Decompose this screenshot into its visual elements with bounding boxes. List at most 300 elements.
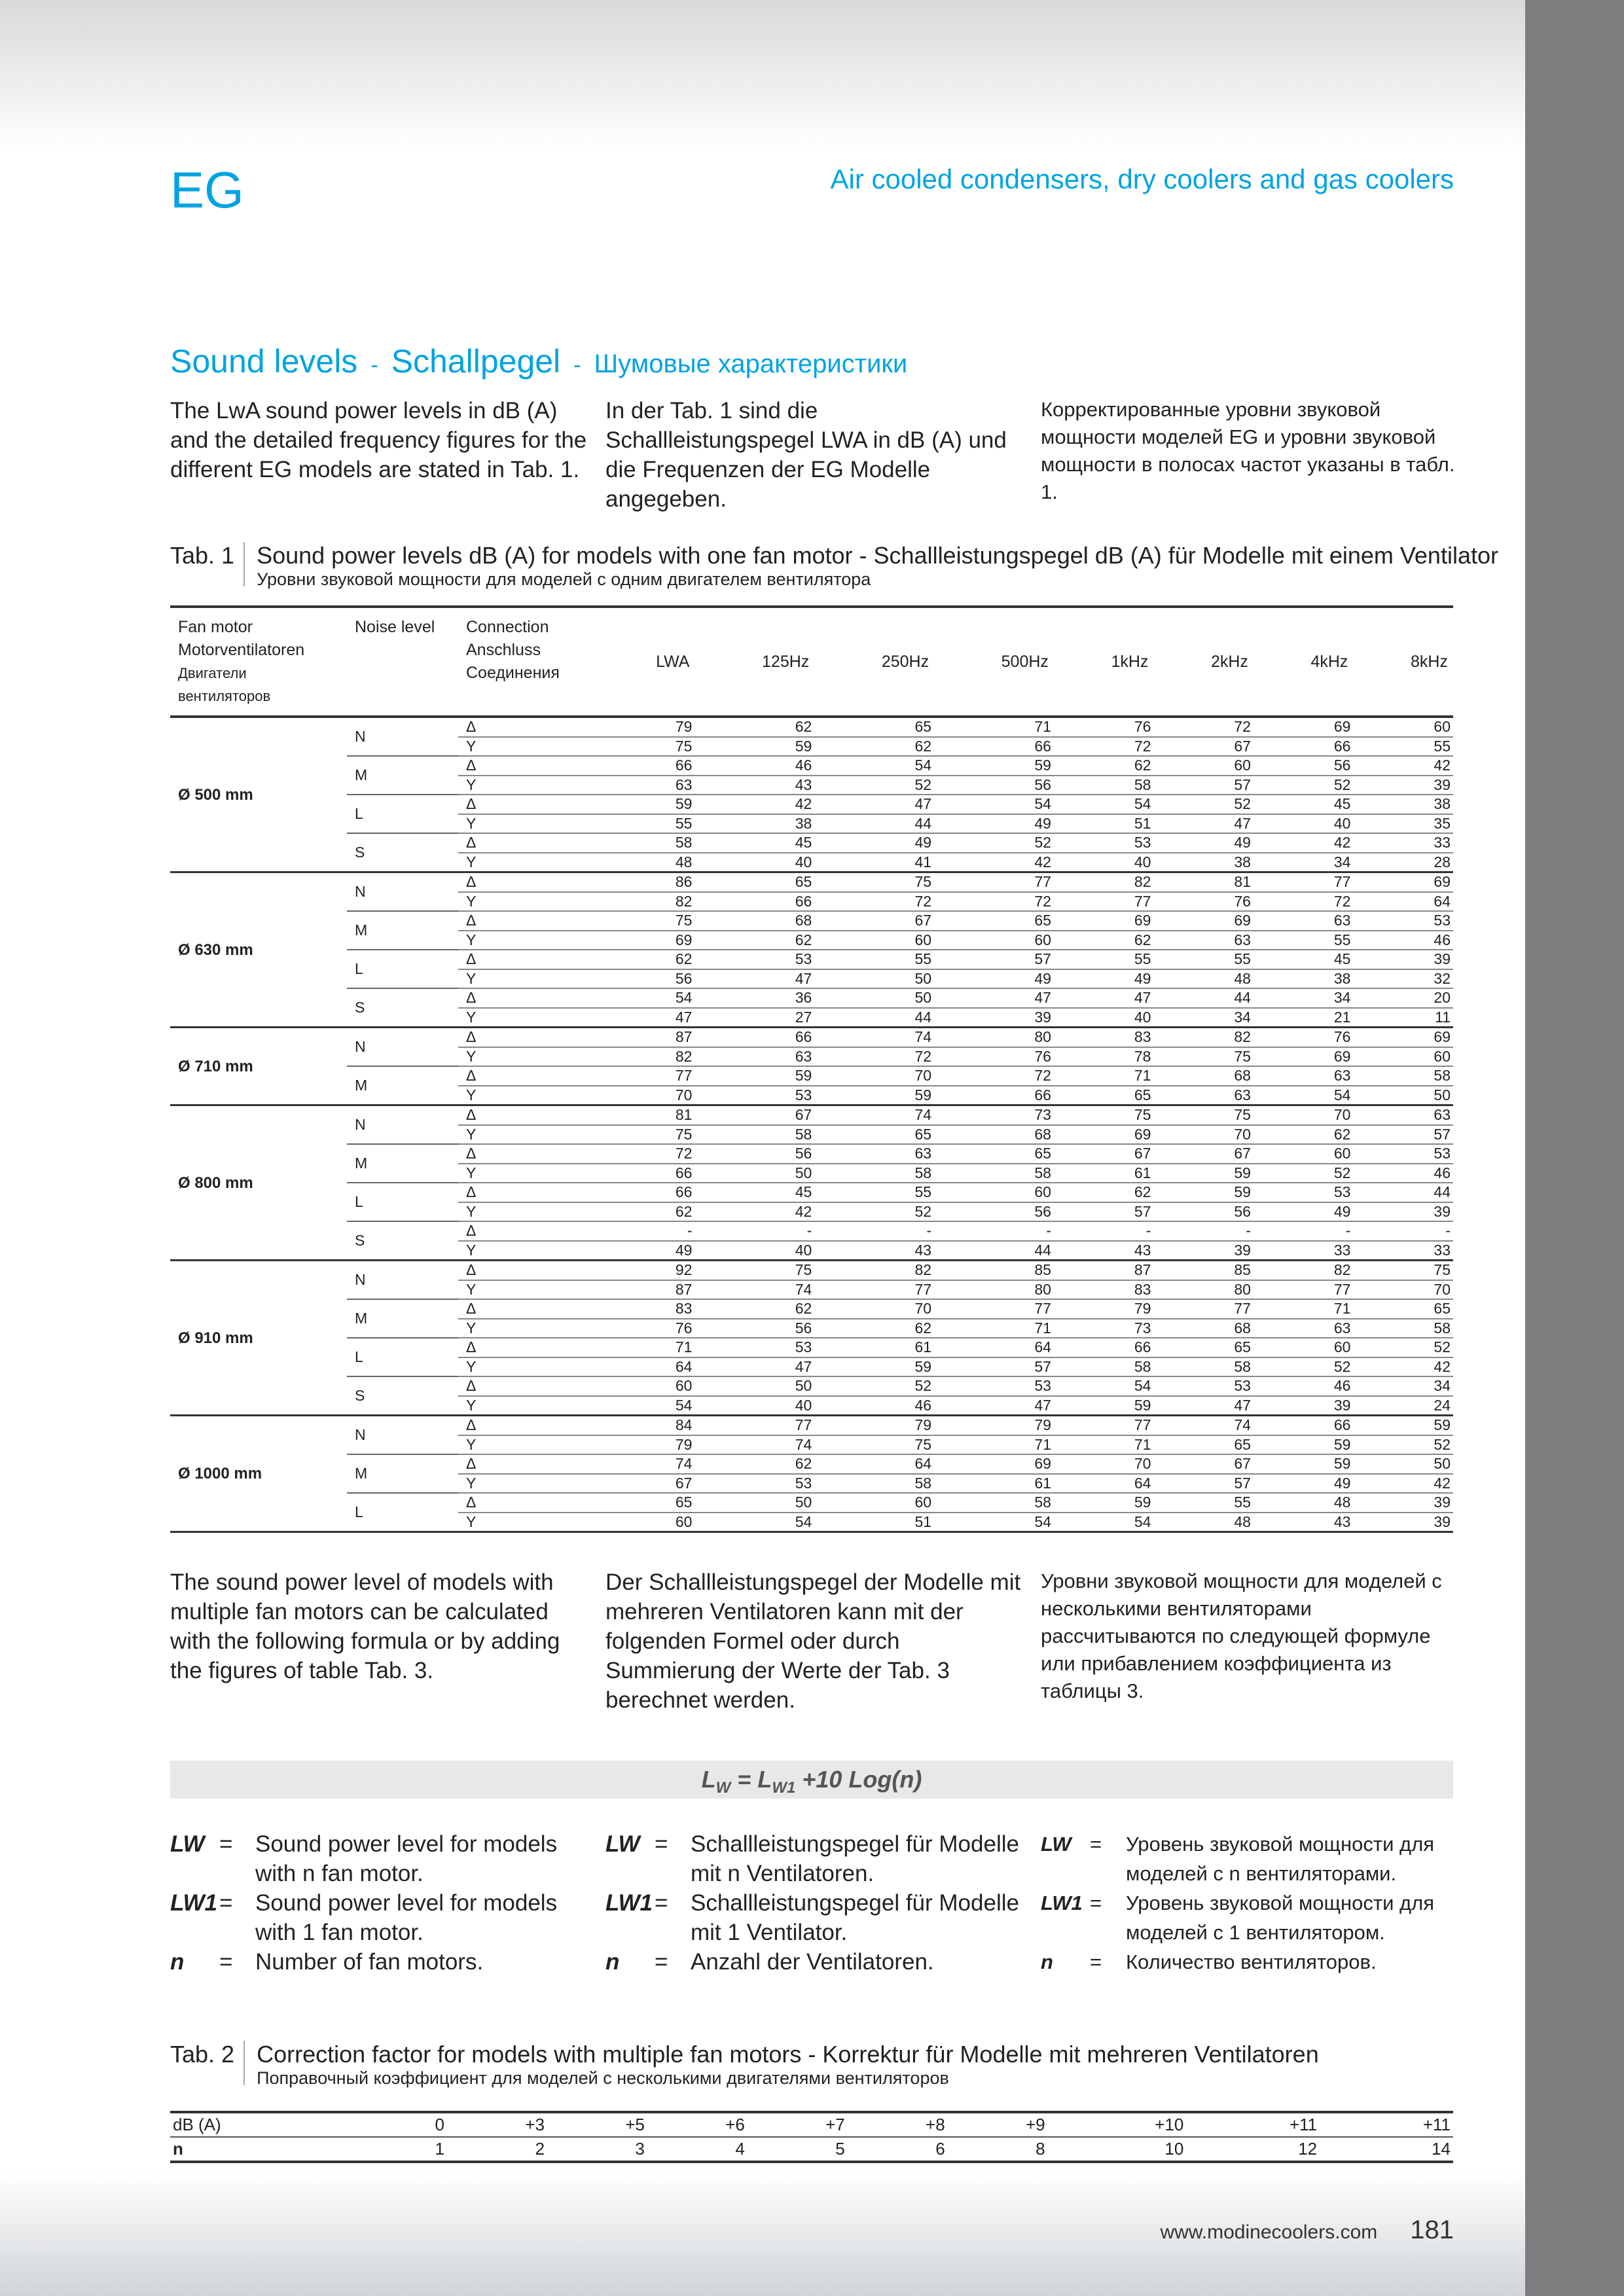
sound-value: 83 — [602, 1299, 695, 1319]
sound-value: 47 — [695, 1357, 814, 1377]
sound-value: 54 — [934, 795, 1054, 814]
connection-type: Δ — [458, 1221, 602, 1241]
table-row — [170, 1105, 1453, 1125]
sound-value: 54 — [1054, 795, 1154, 814]
connection-type: Δ — [458, 1183, 602, 1202]
sound-value: 49 — [814, 833, 934, 853]
header-125hz: 125Hz — [695, 607, 814, 717]
sound-value: 74 — [814, 1105, 934, 1125]
sound-value: 55 — [1054, 950, 1154, 969]
sound-value: 62 — [695, 717, 814, 737]
sound-value: 81 — [1153, 872, 1254, 892]
sound-value: 47 — [695, 969, 814, 989]
sound-value: 50 — [695, 1493, 814, 1513]
header-250hz: 250Hz — [814, 607, 934, 717]
sound-value: 53 — [1054, 833, 1154, 853]
sound-value: 60 — [814, 931, 934, 950]
sound-value: 70 — [1153, 1125, 1254, 1145]
sound-value: 77 — [695, 1416, 814, 1435]
sound-value: 54 — [602, 1396, 695, 1416]
sound-value: 60 — [1254, 1144, 1354, 1164]
noise-level: M — [347, 1454, 458, 1493]
sound-value: 47 — [1153, 1396, 1254, 1416]
sound-value: - — [695, 1221, 814, 1241]
sound-value: 43 — [695, 776, 814, 795]
sound-value: 49 — [1153, 833, 1254, 853]
sound-value: 21 — [1254, 1008, 1354, 1028]
sound-value: 65 — [1153, 1338, 1254, 1357]
sound-value: 68 — [1153, 1319, 1254, 1338]
sound-value: 71 — [1054, 1435, 1154, 1455]
connection-type: Y — [458, 1474, 602, 1494]
sound-value: 69 — [1153, 911, 1254, 931]
fan-motor-size: Ø 500 mm — [170, 717, 347, 872]
table2-row-db: dB (A) 0 +3 +5 +6 +7 +8 +9 +10 +11 +11 — [170, 2112, 1453, 2137]
sound-value: 87 — [602, 1280, 695, 1300]
sound-value: 57 — [1353, 1125, 1453, 1145]
definition-lw: LW = Уровень звуковой мощности для моделей с n вентиляторами. — [1041, 1833, 1434, 1885]
sound-value: 65 — [602, 1493, 695, 1513]
multi-text-ru: Уровни звуковой мощности для моделей с несколькими вентиляторами рассчитываются по следующей формуле или прибавлением коэффициента из таблицы 3. — [1041, 1570, 1442, 1702]
definition-lw: LW = Schallleistungspegel für Modelle mit n Ventilatoren. — [605, 1831, 1019, 1886]
section-title-ru: Шумовые характеристики — [594, 350, 908, 378]
sound-value: 57 — [934, 950, 1054, 969]
sound-value: 70 — [1254, 1105, 1354, 1125]
table-row — [170, 1028, 1453, 1047]
sound-value: 40 — [695, 1241, 814, 1261]
sound-value: 68 — [934, 1125, 1054, 1145]
sound-value: 43 — [814, 1241, 934, 1261]
sound-value: 62 — [814, 1319, 934, 1338]
sound-value: 72 — [934, 1066, 1054, 1086]
sound-value: 77 — [814, 1280, 934, 1300]
sound-value: 53 — [1254, 1183, 1354, 1202]
sound-value: 39 — [1153, 1241, 1254, 1261]
sound-value: 80 — [934, 1028, 1054, 1047]
sound-value: 46 — [814, 1396, 934, 1416]
sound-value: 75 — [1054, 1105, 1154, 1125]
noise-level: N — [347, 1416, 458, 1455]
connection-type: Y — [458, 1513, 602, 1532]
header-fan-motor: Fan motor Motorventilatoren Двигатели вентиляторов — [170, 607, 347, 717]
sound-value: 54 — [695, 1513, 814, 1532]
sound-value: 55 — [814, 1183, 934, 1202]
sound-value: 56 — [602, 969, 695, 989]
sound-value: 60 — [1254, 1338, 1354, 1357]
sound-value: 63 — [1254, 1066, 1354, 1086]
sound-value: 11 — [1353, 1008, 1453, 1028]
connection-type: Y — [458, 892, 602, 912]
sound-value: 61 — [1054, 1164, 1154, 1183]
table1-body — [170, 717, 1453, 1532]
page-footer — [1160, 2215, 1454, 2245]
fan-motor-size: Ø 910 mm — [170, 1261, 347, 1416]
document-subtitle: Air cooled condensers, dry coolers and gas coolers — [830, 164, 1454, 194]
sound-value: 80 — [934, 1280, 1054, 1300]
sound-value: 56 — [1254, 756, 1354, 776]
connection-type: Y — [458, 1164, 602, 1183]
table-row — [170, 833, 1453, 853]
sound-value: 77 — [934, 872, 1054, 892]
sound-value: 82 — [1054, 872, 1154, 892]
website-url: www.modinecoolers.com — [1160, 2221, 1378, 2243]
sound-value: 62 — [1054, 931, 1154, 950]
sound-value: 66 — [1054, 1338, 1154, 1357]
sound-value: 87 — [602, 1028, 695, 1047]
sound-value: 66 — [1254, 737, 1354, 757]
sound-value: 50 — [695, 1164, 814, 1183]
sound-value: 59 — [814, 1357, 934, 1377]
connection-type: Y — [458, 776, 602, 795]
noise-level: L — [347, 1493, 458, 1532]
sound-value: 52 — [814, 1202, 934, 1222]
connection-type: Δ — [458, 950, 602, 969]
sound-value: 79 — [814, 1416, 934, 1435]
sound-value: 47 — [1153, 814, 1254, 834]
sound-value: 73 — [1054, 1319, 1154, 1338]
sound-value: 75 — [602, 1125, 695, 1145]
sound-value: 60 — [934, 1183, 1054, 1202]
sound-value: 73 — [934, 1105, 1054, 1125]
sound-value: 47 — [1054, 988, 1154, 1008]
sound-value: 38 — [695, 814, 814, 834]
sound-value: 60 — [1153, 756, 1254, 776]
table-row — [170, 756, 1453, 776]
sound-value: 65 — [814, 1125, 934, 1145]
sound-value: 58 — [695, 1125, 814, 1145]
noise-level: S — [347, 1221, 458, 1261]
sound-value: 24 — [1353, 1396, 1453, 1416]
sound-value: 64 — [934, 1338, 1054, 1357]
connection-type: Y — [458, 1125, 602, 1145]
sound-value: 82 — [1254, 1261, 1354, 1280]
sound-value: 65 — [1353, 1299, 1453, 1319]
table-row — [170, 1183, 1453, 1202]
sound-value: 57 — [934, 1357, 1054, 1377]
noise-level: S — [347, 833, 458, 872]
sound-value: 67 — [1153, 1144, 1254, 1164]
noise-level: N — [347, 1105, 458, 1145]
sound-value: 68 — [1153, 1066, 1254, 1086]
sound-value: 81 — [602, 1105, 695, 1125]
sound-value: 70 — [814, 1299, 934, 1319]
sound-value: 58 — [814, 1474, 934, 1494]
sound-value: 59 — [1153, 1164, 1254, 1183]
noise-level: N — [347, 717, 458, 756]
sound-value: 63 — [1153, 1086, 1254, 1105]
sound-value: 33 — [1353, 833, 1453, 853]
sound-value: 59 — [934, 756, 1054, 776]
definition-n: n = Количество вентиляторов. — [1041, 1950, 1377, 1973]
sound-value: 50 — [1353, 1086, 1453, 1105]
sound-value: 72 — [1254, 892, 1354, 912]
sound-value: 76 — [1054, 717, 1154, 737]
table1-header-row — [170, 607, 1453, 717]
sound-value: 45 — [695, 833, 814, 853]
sound-value: 69 — [1054, 911, 1154, 931]
sound-value: 39 — [1353, 1202, 1453, 1222]
table-row — [170, 988, 1453, 1008]
correction-factor-table — [170, 2111, 1453, 2163]
connection-type: Δ — [458, 1338, 602, 1357]
table-row — [170, 872, 1453, 892]
sound-value: 80 — [1153, 1280, 1254, 1300]
sound-value: 62 — [1054, 756, 1154, 776]
sound-value: 74 — [695, 1280, 814, 1300]
section-title: Sound levels - Schallpegel - Шумовые характеристики — [170, 343, 908, 380]
sound-value: 75 — [1153, 1047, 1254, 1067]
sound-value: 60 — [1353, 1047, 1453, 1067]
intro-text-en: The LwA sound power levels in dB (A) and the detailed frequency figures for the different EG models are stated in Tab. 1. — [170, 398, 587, 482]
noise-level: M — [347, 1066, 458, 1105]
connection-type: Y — [458, 1086, 602, 1105]
sound-value: 79 — [602, 1435, 695, 1455]
sound-value: 49 — [1254, 1202, 1354, 1222]
sound-value: 77 — [934, 1299, 1054, 1319]
table-row — [170, 1221, 1453, 1241]
sound-value: 66 — [934, 737, 1054, 757]
sound-value: 49 — [602, 1241, 695, 1261]
multi-text-de: Der Schallleistungspegel der Modelle mit mehreren Ventilatoren kann mit der folgenden Formel oder durch Summierung der Werte der Tab. 3 berechnet werden. — [605, 1570, 1021, 1713]
table-row — [170, 1338, 1453, 1357]
header-noise-level: Noise level — [347, 607, 458, 717]
sound-value: 72 — [602, 1144, 695, 1164]
sound-value: 74 — [814, 1028, 934, 1047]
table1-caption-text: Sound power levels dB (A) for models with one fan motor - Schallleistungspegel dB (A) für Modelle mit einem Ventilator — [257, 542, 1498, 569]
sound-value: 76 — [602, 1319, 695, 1338]
definition-lw1: LW1 = Уровень звуковой мощности для моделей с 1 вентилятором. — [1041, 1892, 1434, 1944]
sound-levels-table — [170, 605, 1453, 1533]
connection-type: Δ — [458, 872, 602, 892]
sound-value: 65 — [1054, 1086, 1154, 1105]
sound-value: 39 — [1254, 1396, 1354, 1416]
sound-value: 75 — [814, 872, 934, 892]
sound-value: 47 — [934, 988, 1054, 1008]
connection-type: Y — [458, 931, 602, 950]
sound-value: 49 — [1254, 1474, 1354, 1494]
sound-value: 47 — [934, 1396, 1054, 1416]
sound-value: 77 — [1153, 1299, 1254, 1319]
sound-value: 62 — [695, 1299, 814, 1319]
sound-value: 63 — [814, 1144, 934, 1164]
definition-n: n = Number of fan motors. — [170, 1949, 484, 1975]
intro-text-ru: Корректированные уровни звуковой мощности моделей EG и уровни звуковой мощности в полосах частот указаны в табл. 1. — [1041, 398, 1455, 503]
sound-value: - — [602, 1221, 695, 1241]
connection-type: Δ — [458, 1261, 602, 1280]
sound-value: 50 — [1353, 1454, 1453, 1474]
sound-value: 46 — [1254, 1376, 1354, 1396]
connection-type: Δ — [458, 1105, 602, 1125]
sound-value: 45 — [1254, 795, 1354, 814]
connection-type: Y — [458, 1396, 602, 1416]
sound-value: 69 — [1254, 717, 1354, 737]
sound-value: 61 — [934, 1474, 1054, 1494]
connection-type: Y — [458, 1241, 602, 1261]
table-row — [170, 717, 1453, 737]
sound-value: 60 — [602, 1376, 695, 1396]
table-row — [170, 1144, 1453, 1164]
sound-value: 34 — [1254, 853, 1354, 872]
sound-value: 63 — [695, 1047, 814, 1067]
sound-value: 69 — [1353, 872, 1453, 892]
sound-value: 60 — [602, 1513, 695, 1532]
section-title-en: Sound levels — [170, 343, 358, 380]
sound-value: 49 — [934, 814, 1054, 834]
sound-value: 58 — [1054, 776, 1154, 795]
page-edge-bar — [1525, 0, 1624, 2296]
connection-type: Y — [458, 1435, 602, 1455]
sound-value: 76 — [1153, 892, 1254, 912]
sound-value: 75 — [695, 1261, 814, 1280]
header-connection: Connection Anschluss Соединения — [458, 607, 602, 717]
sound-value: 62 — [695, 1454, 814, 1474]
definition-lw: LW = Sound power level for models with n fan motor. — [170, 1831, 558, 1886]
sound-value: 53 — [695, 950, 814, 969]
sound-value: 84 — [602, 1416, 695, 1435]
connection-type: Δ — [458, 988, 602, 1008]
sound-value: 58 — [934, 1493, 1054, 1513]
sound-value: 33 — [1254, 1241, 1354, 1261]
sound-value: 58 — [602, 833, 695, 853]
sound-value: 56 — [934, 1202, 1054, 1222]
table2-caption-text: Correction factor for models with multiple fan motors - Korrektur für Modelle mit mehreren Ventilatoren — [257, 2041, 1319, 2068]
connection-type: Y — [458, 1202, 602, 1222]
sound-value: 56 — [695, 1144, 814, 1164]
sound-value: 43 — [1254, 1513, 1354, 1532]
sound-value: 48 — [1254, 1493, 1354, 1513]
noise-level: S — [347, 1376, 458, 1416]
sound-value: 75 — [814, 1435, 934, 1455]
sound-value: 62 — [602, 950, 695, 969]
sound-value: 72 — [934, 892, 1054, 912]
sound-value: 53 — [695, 1474, 814, 1494]
sound-value: 57 — [1153, 776, 1254, 795]
table-row — [170, 1416, 1453, 1435]
sound-value: 74 — [602, 1454, 695, 1474]
sound-value: 59 — [1254, 1435, 1354, 1455]
definitions-en — [170, 1829, 589, 1977]
section-title-de: Schallpegel — [391, 343, 561, 380]
sound-value: 53 — [695, 1338, 814, 1357]
table-row — [170, 1066, 1453, 1086]
table2-caption — [170, 2041, 1319, 2089]
sound-value: 66 — [695, 892, 814, 912]
sound-value: 50 — [814, 969, 934, 989]
sound-value: 42 — [695, 795, 814, 814]
connection-type: Δ — [458, 1299, 602, 1319]
sound-value: 62 — [1254, 1125, 1354, 1145]
table2-label: Tab. 2 — [170, 2041, 245, 2085]
sound-value: 45 — [695, 1183, 814, 1202]
noise-level: S — [347, 988, 458, 1028]
sound-value: 52 — [1254, 1164, 1354, 1183]
sound-value: 53 — [1353, 1144, 1453, 1164]
sound-value: 51 — [814, 1513, 934, 1532]
sound-value: 60 — [814, 1493, 934, 1513]
sound-value: 38 — [1153, 853, 1254, 872]
definition-lw1: LW1 = Sound power level for models with 1 fan motor. — [170, 1890, 558, 1945]
fan-motor-size: Ø 630 mm — [170, 872, 347, 1028]
connection-type: Y — [458, 969, 602, 989]
sound-value: 67 — [814, 911, 934, 931]
sound-value: 69 — [1054, 1125, 1154, 1145]
sound-value: 59 — [695, 737, 814, 757]
multi-text-en: The sound power level of models with multiple fan motors can be calculated with the following formula or by adding the figures of table Tab. 3. — [170, 1570, 560, 1683]
sound-value: 82 — [602, 892, 695, 912]
sound-value: 59 — [1054, 1493, 1154, 1513]
sound-value: 71 — [934, 1319, 1054, 1338]
sound-value: 58 — [1153, 1357, 1254, 1377]
sound-value: 58 — [814, 1164, 934, 1183]
sound-value: 92 — [602, 1261, 695, 1280]
sound-value: 69 — [602, 931, 695, 950]
sound-value: 72 — [814, 1047, 934, 1067]
header-lwa: LWA — [602, 607, 695, 717]
page-number: 181 — [1410, 2215, 1454, 2244]
sound-value: 34 — [1153, 1008, 1254, 1028]
sound-value: 76 — [934, 1047, 1054, 1067]
sound-value: 65 — [1153, 1435, 1254, 1455]
table-row — [170, 950, 1453, 969]
sound-value: 65 — [695, 872, 814, 892]
sound-value: 57 — [1054, 1202, 1154, 1222]
sound-value: 53 — [934, 1376, 1054, 1396]
noise-level: M — [347, 1299, 458, 1338]
sound-value: 55 — [1353, 737, 1453, 757]
connection-type: Δ — [458, 756, 602, 776]
sound-value: 28 — [1353, 853, 1453, 872]
sound-value: 62 — [602, 1202, 695, 1222]
sound-value: 42 — [1353, 1474, 1453, 1494]
sound-value: 68 — [695, 911, 814, 931]
connection-type: Y — [458, 1319, 602, 1338]
table2-caption-ru: Поправочный коэффициент для моделей с несколькими двигателями вентиляторов — [257, 2068, 949, 2088]
sound-value: 77 — [1254, 872, 1354, 892]
connection-type: Δ — [458, 1493, 602, 1513]
sound-value: 66 — [602, 1183, 695, 1202]
sound-value: 67 — [1153, 737, 1254, 757]
header-1khz: 1kHz — [1054, 607, 1154, 717]
sound-value: 70 — [602, 1086, 695, 1105]
sound-value: 69 — [1353, 1028, 1453, 1047]
sound-value: 71 — [934, 1435, 1054, 1455]
sound-value: - — [1353, 1221, 1453, 1241]
table-row — [170, 1299, 1453, 1319]
sound-value: 77 — [1054, 892, 1154, 912]
sound-value: 79 — [934, 1416, 1054, 1435]
sound-value: 53 — [1153, 1376, 1254, 1396]
sound-value: 67 — [602, 1474, 695, 1494]
noise-level: M — [347, 1144, 458, 1183]
fan-motor-size: Ø 1000 mm — [170, 1416, 347, 1532]
sound-value: 46 — [1353, 931, 1453, 950]
sound-value: 52 — [814, 1376, 934, 1396]
sound-value: 85 — [1153, 1261, 1254, 1280]
connection-type: Y — [458, 1280, 602, 1300]
sound-value: 59 — [1054, 1396, 1154, 1416]
table-row — [170, 1493, 1453, 1513]
table-row — [170, 1261, 1453, 1280]
noise-level: N — [347, 1261, 458, 1300]
sound-value: 63 — [1254, 911, 1354, 931]
sound-value: 71 — [1254, 1299, 1354, 1319]
sound-value: 39 — [934, 1008, 1054, 1028]
sound-value: 52 — [814, 776, 934, 795]
connection-type: Δ — [458, 1144, 602, 1164]
sound-value: 72 — [1153, 717, 1254, 737]
sound-value: 72 — [1054, 737, 1154, 757]
sound-value: 75 — [602, 911, 695, 931]
